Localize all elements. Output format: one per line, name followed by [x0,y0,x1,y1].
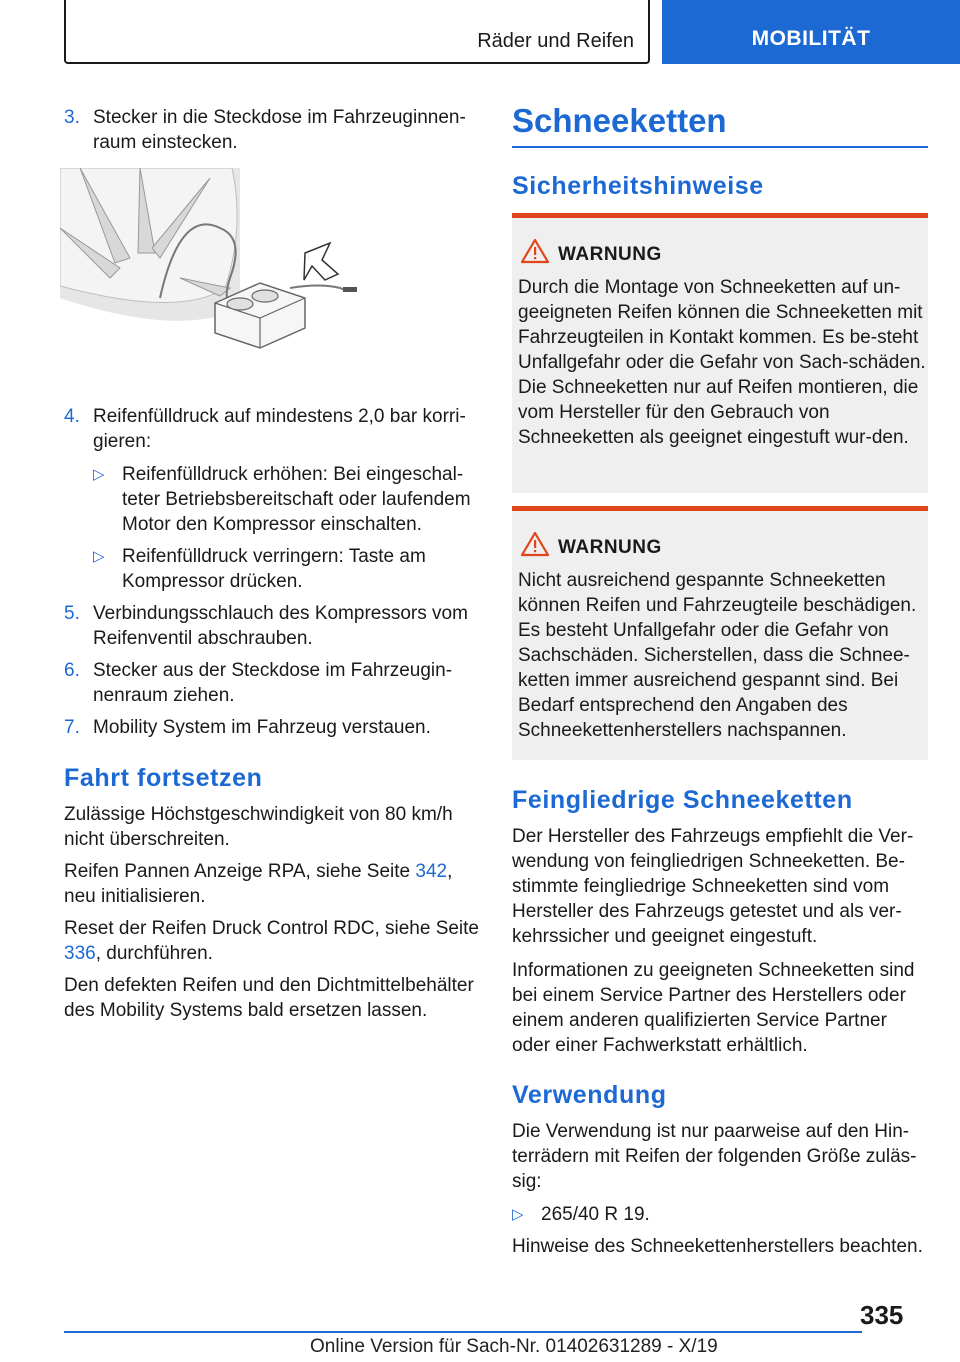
section-title-feingliedrige: Feingliedrige Schneeketten [512,786,853,814]
warning-box-2 [512,506,928,760]
bullet-text: Reifenfülldruck erhöhen: Bei eingeschal-teter Betriebsbereitschaft oder laufendem Motor den Kompressor einschalten. [122,464,471,535]
paragraph-recommendation: Der Hersteller des Fahrzeugs empfiehlt die Ver-wendung von feingliedrigen Schneeketten. Be-stimmte feingliedrige Schneeketten sind vom Hersteller des Fahrzeugs getestet und als ver-kehrssicher und geeignet eingestuft. [512,826,914,947]
title-underline [512,146,928,148]
compressor-figure [60,168,420,358]
section-title-fahrt-fortsetzen: Fahrt fortsetzen [64,764,263,792]
step-number: 6. [64,660,80,681]
step-number: 7. [64,717,80,738]
wheel-compressor-illustration [60,168,420,358]
triangle-bullet-icon: ▷ [93,466,105,483]
subtitle-sicherheitshinweise: Sicherheitshinweise [512,172,764,200]
text: , neu initialisieren. [64,861,453,907]
page-link-342[interactable]: 342 [415,861,448,882]
step-text: Stecker aus der Steckdose im Fahrzeugin-nenraum ziehen. [93,660,453,706]
text: Reifen Pannen Anzeige RPA, siehe Seite [64,861,416,882]
paragraph-replace: Den defekten Reifen und den Dichtmittelbehälter des Mobility Systems bald ersetzen lassen. [64,975,474,1021]
paragraph-information: Informationen zu geeigneten Schneeketten sind bei einem Service Partner des Herstellers oder einem anderen qualifizierten Service Partner oder einer Fachwerkstatt erhältlich. [512,960,915,1056]
warning-label: WARNUNG [558,244,662,265]
footer-rule [64,1331,862,1333]
step-text: Mobility System im Fahrzeug verstauen. [93,717,431,738]
step-text: Verbindungsschlauch des Kompressors vom Reifenventil abschrauben. [93,603,468,649]
step-number: 5. [64,603,80,624]
page-title-schneeketten: Schneeketten [512,102,727,139]
warning-box-1 [512,213,928,493]
warning-label: WARNUNG [558,537,662,558]
text: Reset der Reifen Druck Control RDC, siehe Seite [64,918,480,939]
page-number: 335 [860,1300,904,1330]
page-link-336[interactable]: 336 [64,943,96,964]
bullet-text: Reifenfülldruck verringern: Taste am Kompressor drücken. [122,546,426,592]
paragraph-manufacturer-notes: Hinweise des Schneekettenherstellers beachten. [512,1236,923,1257]
step-text: Reifenfülldruck auf mindestens 2,0 bar korri-gieren: [93,406,466,452]
warning-triangle-icon [520,531,550,557]
paragraph-rpa [64,859,480,909]
warning-text: Durch die Montage von Schneeketten auf un-geeigneten Reifen können die Schneeketten mit Fahrzeugteilen in Kontakt kommen. Es be-steht Unfallgefahr oder die Gefahr von Sach-schäden. Die Schneeketten nur auf Reifen montieren, die vom Hersteller für den Gebrauch von Schneeketten als geeignet eingestuft wur-den. [518,277,926,448]
footer-online-version: Online Version für Sach-Nr. 01402631289 - X/19 [310,1336,718,1357]
triangle-bullet-icon: ▷ [93,548,105,565]
paragraph-speed-limit: Zulässige Höchstgeschwindigkeit von 80 km/h nicht überschreiten. [64,804,453,850]
paragraph-rdc [64,916,480,966]
warning-triangle-icon [520,238,550,264]
chapter-title: Räder und Reifen [477,30,634,52]
step-number: 4. [64,406,80,427]
step-text: Stecker in die Steckdose im Fahrzeuginnen-raum einstecken. [93,107,466,153]
bullet-text: 265/40 R 19. [541,1204,650,1225]
text: , durchführen. [95,943,213,964]
section-title-verwendung: Verwendung [512,1081,667,1109]
triangle-bullet-icon: ▷ [512,1206,524,1223]
paragraph-usage: Die Verwendung ist nur paarweise auf den Hin-terrädern mit Reifen der folgenden Größe zuläs-sig: [512,1121,917,1192]
warning-text: Nicht ausreichend gespannte Schneeketten können Reifen und Fahrzeugteile beschädigen. Es besteht Unfallgefahr oder die Gefahr von Sachschäden. Sicherstellen, dass die Schnee-ketten immer ausreichend gespannt sind. Bei Bedarf entsprechend den Angaben des Schneekettenherstellers nachspannen. [518,570,917,741]
step-number: 3. [64,107,80,128]
header-chapter-box [64,0,650,64]
section-tab-mobilitaet[interactable]: MOBILITÄT [662,0,960,64]
